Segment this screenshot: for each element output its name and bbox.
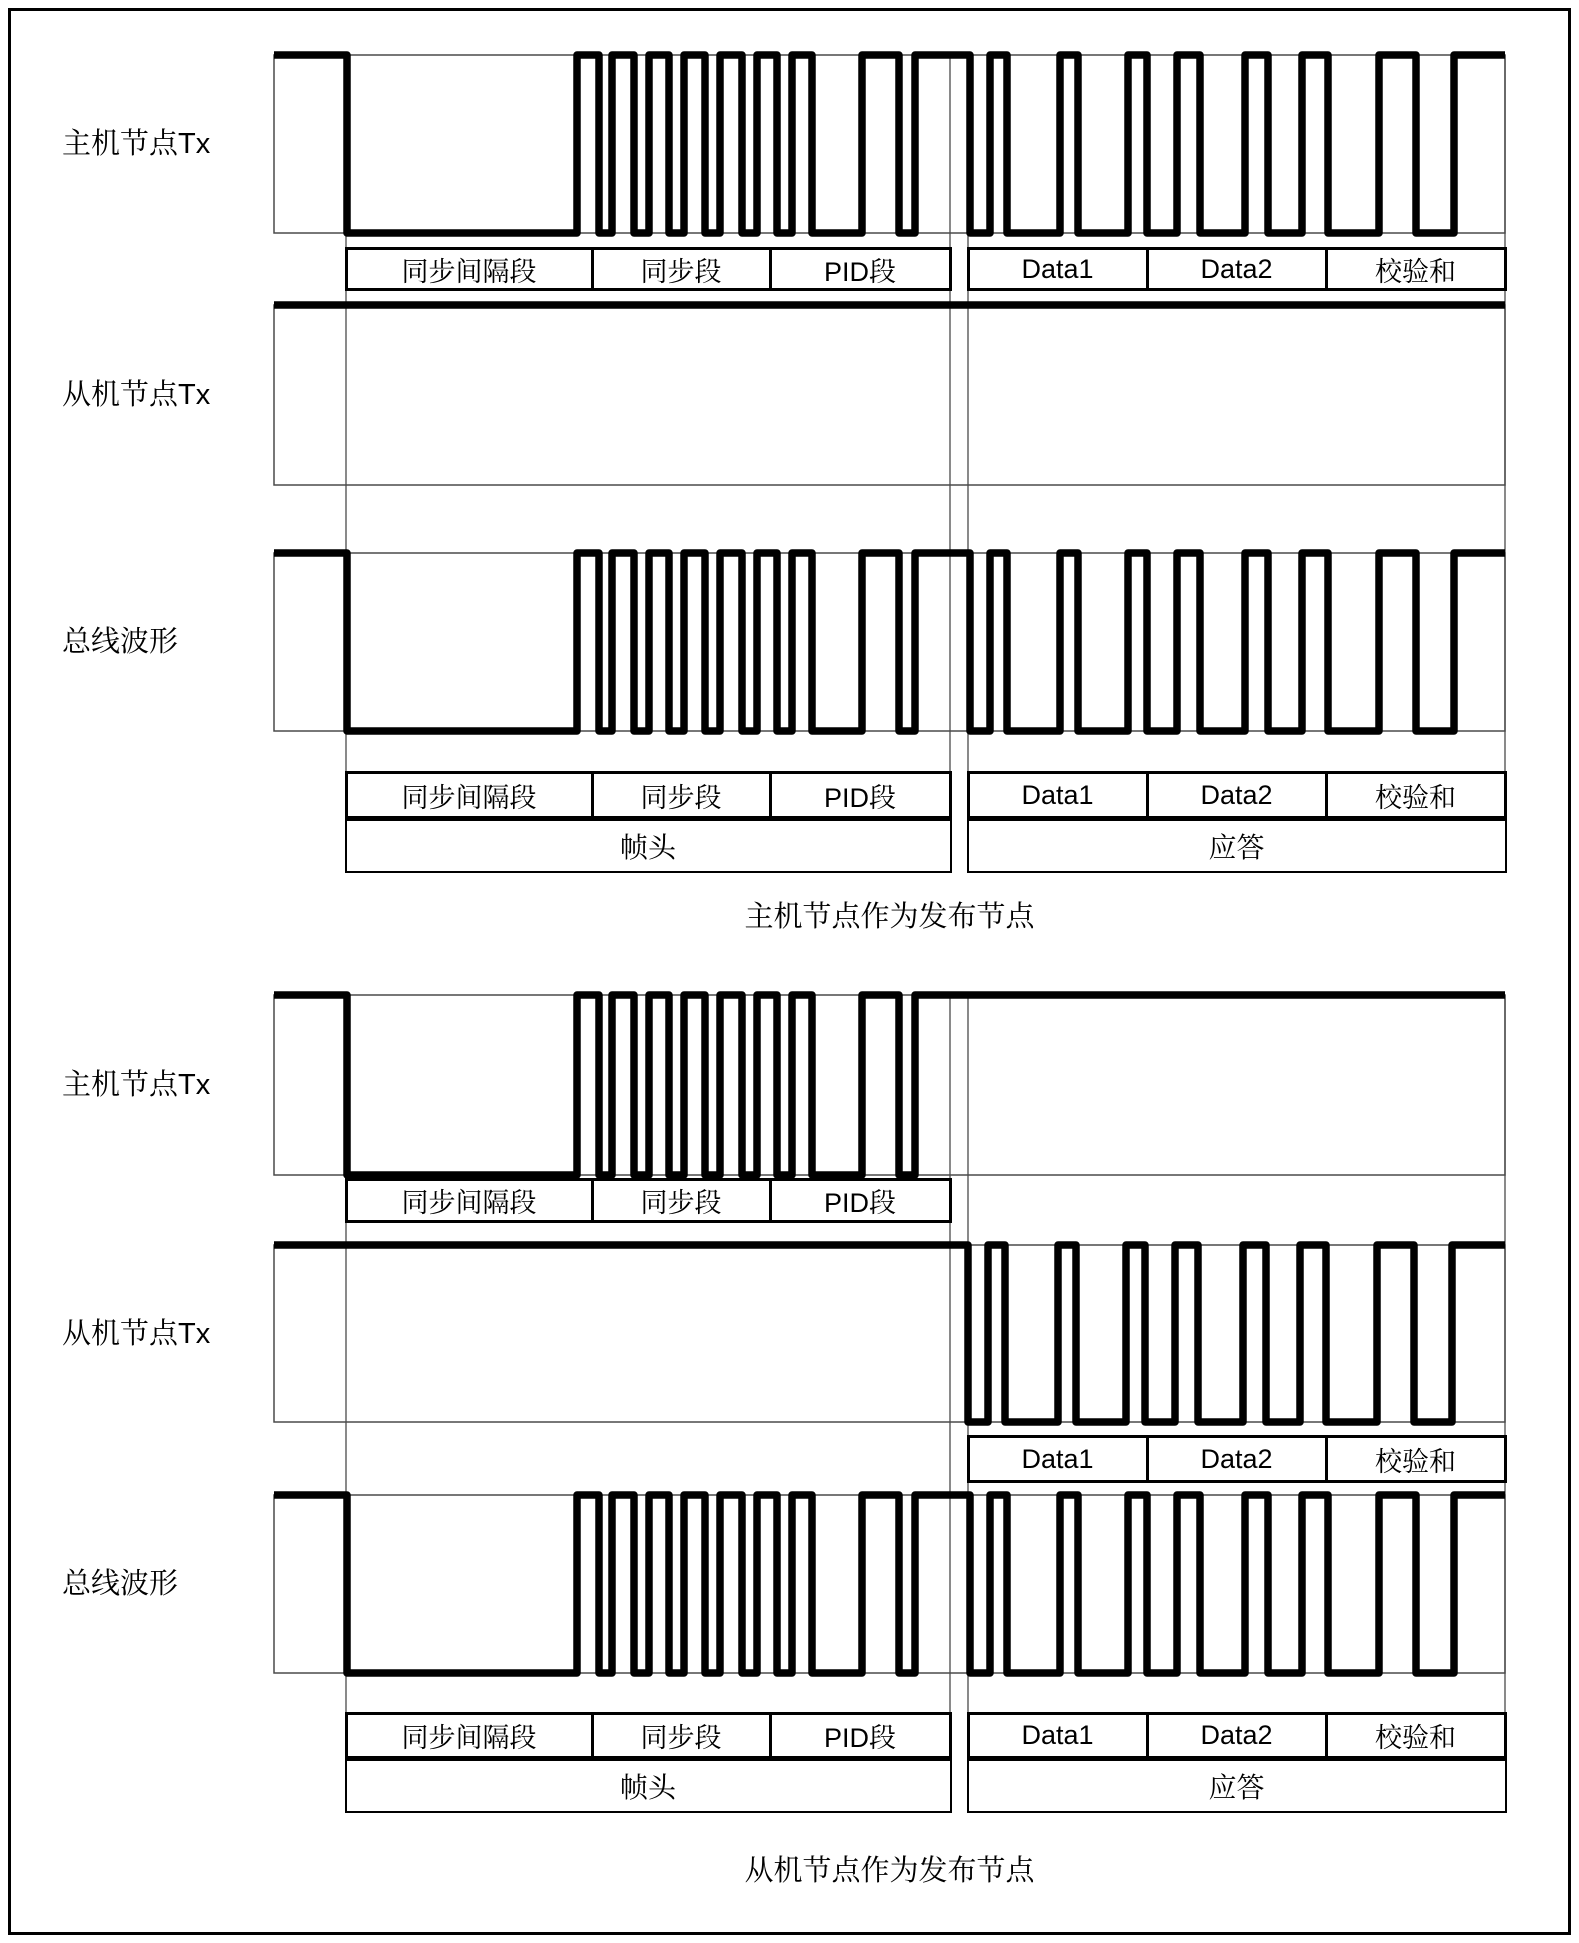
header-segment-box: 同步间隔段 [345,1712,594,1759]
header-segment-box: 同步间隔段 [345,771,594,819]
response-segment-box: Data1 [967,247,1149,291]
frame-header-group-box: 帧头 [345,819,952,873]
signal-trace [274,553,1505,731]
response-group-box: 应答 [967,819,1507,873]
header-segment-box: PID段 [769,1712,952,1759]
header-segment-box: 同步间隔段 [345,1178,594,1223]
header-segment-box: 同步段 [591,1178,772,1223]
response-segment-box: Data2 [1146,1435,1328,1483]
row-label: 总线波形 [62,1568,179,1600]
response-segment-box: 校验和 [1325,771,1507,819]
response-segment-box: Data2 [1146,1712,1328,1759]
response-segment-box: 校验和 [1325,1435,1507,1483]
response-group-box: 应答 [967,1759,1507,1813]
row-label: 从机节点Tx [62,379,211,411]
row-label: 从机节点Tx [62,1317,211,1350]
waveform-row-frame [274,1245,1505,1422]
diagram-caption: 主机节点作为发布节点 [744,901,1035,933]
response-segment-box: Data2 [1146,771,1328,819]
header-segment-box: 同步段 [591,771,772,819]
waveform-row-frame [274,995,1505,1175]
header-segment-box: PID段 [769,1178,952,1223]
response-segment-box: Data2 [1146,247,1328,291]
header-segment-box: 同步段 [591,247,772,291]
signal-trace [274,995,1505,1175]
response-segment-box: Data1 [967,771,1149,819]
row-label: 主机节点Tx [62,128,211,160]
row-label: 主机节点Tx [62,1069,211,1101]
signal-trace [274,55,1505,233]
waveform-row-frame [274,1495,1505,1673]
response-segment-box: 校验和 [1325,1712,1507,1759]
diagram-caption: 从机节点作为发布节点 [744,1855,1035,1887]
row-label: 总线波形 [62,626,179,658]
waveform-row-frame [274,305,1505,485]
response-segment-box: Data1 [967,1435,1149,1483]
signal-trace [274,1245,1505,1422]
header-segment-box: PID段 [769,247,952,291]
header-segment-box: 同步段 [591,1712,772,1759]
response-segment-box: 校验和 [1325,247,1507,291]
waveform-row-frame [274,55,1505,233]
frame-header-group-box: 帧头 [345,1759,952,1813]
waveform-row-frame [274,553,1505,731]
header-segment-box: 同步间隔段 [345,247,594,291]
header-segment-box: PID段 [769,771,952,819]
signal-trace [274,1495,1505,1673]
response-segment-box: Data1 [967,1712,1149,1759]
